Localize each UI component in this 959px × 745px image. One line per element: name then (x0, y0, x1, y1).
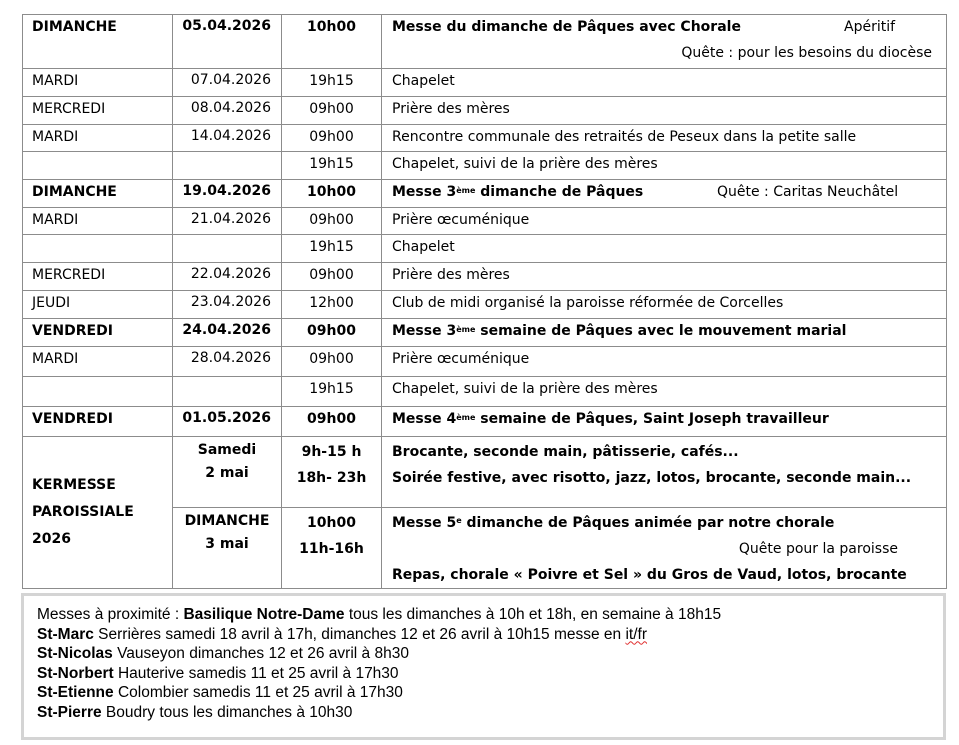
time-cell: 09h00 (282, 125, 382, 152)
time-cell: 09h00 (282, 407, 382, 437)
description-cell: Brocante, seconde main, pâtisserie, cafés... Soirée festive, avec risotto, jazz, lotos, brocante, seconde main... (382, 437, 947, 508)
day-cell (23, 235, 173, 263)
kermesse-saturday-row (23, 437, 947, 508)
time-cell: 19h15 (282, 235, 382, 263)
time-cell: 09h00 (282, 97, 382, 125)
day-cell: DIMANCHE (23, 180, 173, 208)
day-cell: MARDI (23, 69, 173, 97)
date-cell: 19.04.2026 (173, 180, 282, 208)
date-cell (173, 377, 282, 407)
date-cell: 21.04.2026 (173, 208, 282, 235)
time-cell: 09h00 (282, 263, 382, 291)
description-cell: Messe 4ème semaine de Pâques, Saint Joseph travailleur (382, 407, 947, 437)
date-cell (173, 235, 282, 263)
description-cell: Prière des mères (382, 97, 947, 125)
date-cell: 22.04.2026 (173, 263, 282, 291)
nearby-line: St-Norbert Hauterive samedis 11 et 25 avril à 17h30 (37, 664, 399, 682)
schedule-row (23, 347, 947, 377)
description-cell: Chapelet (382, 235, 947, 263)
nearby-line: St-Marc Serrières samedi 18 avril à 17h, dimanches 12 et 26 avril à 10h15 messe en it/fr (37, 625, 647, 643)
schedule-row (23, 69, 947, 97)
schedule-row (23, 125, 947, 152)
description-cell: Prière œcuménique (382, 208, 947, 235)
date-cell: 14.04.2026 (173, 125, 282, 152)
time-cell: 19h15 (282, 152, 382, 180)
collection-note: Quête pour la paroisse (738, 541, 898, 557)
schedule-row (23, 97, 947, 125)
description-cell: Messe 3ème semaine de Pâques avec le mouvement marial (382, 319, 947, 347)
time-cell: 19h15 (282, 377, 382, 407)
schedule-row (23, 377, 947, 407)
date-cell: 07.04.2026 (173, 69, 282, 97)
day-cell: JEUDI (23, 291, 173, 319)
description-cell (382, 15, 947, 69)
schedule-row (23, 407, 947, 437)
description-cell: Rencontre communale des retraités de Peseux dans la petite salle (382, 125, 947, 152)
schedule-row (23, 208, 947, 235)
event-extra: Apéritif (844, 19, 896, 35)
event-title: Messe 3ème dimanche de Pâques (392, 184, 644, 200)
date-cell (173, 152, 282, 180)
day-cell (23, 152, 173, 180)
spellcheck-flagged-word: it/fr (625, 625, 647, 643)
collection-note: Quête : pour les besoins du diocèse (681, 45, 932, 61)
time-cell: 09h00 (282, 319, 382, 347)
schedule-row (23, 15, 947, 69)
time-cell: 09h00 (282, 347, 382, 377)
nearby-line: St-Pierre Boudry tous les dimanches à 10h30 (37, 703, 353, 721)
description-cell: Chapelet (382, 69, 947, 97)
description-cell (382, 180, 947, 208)
day-cell: VENDREDI (23, 407, 173, 437)
schedule-row (23, 152, 947, 180)
time-cell: 9h-15 h 18h- 23h (282, 437, 382, 508)
schedule-row (23, 180, 947, 208)
description-cell: Club de midi organisé la paroisse réformée de Corcelles (382, 291, 947, 319)
nearby-masses-box (21, 593, 946, 740)
day-cell: MARDI (23, 125, 173, 152)
time-cell: 10h00 (282, 15, 382, 69)
date-cell: 24.04.2026 (173, 319, 282, 347)
date-cell: 01.05.2026 (173, 407, 282, 437)
event-title: Messe du dimanche de Pâques avec Chorale (392, 19, 741, 35)
nearby-line: Messes à proximité : Basilique Notre-Dame tous les dimanches à 10h et 18h, en semaine à 18h15 (37, 606, 722, 623)
schedule-table (22, 14, 947, 589)
kermesse-label: KERMESSE PAROISSIALE 2026 (23, 437, 173, 589)
schedule-row (23, 319, 947, 347)
day-cell (23, 377, 173, 407)
day-cell: VENDREDI (23, 319, 173, 347)
day-cell: MERCREDI (23, 263, 173, 291)
time-cell: 10h00 11h-16h (282, 508, 382, 589)
description-cell: Chapelet, suivi de la prière des mères (382, 152, 947, 180)
time-cell: 09h00 (282, 208, 382, 235)
day-cell: DIMANCHE (23, 15, 173, 69)
time-cell: 12h00 (282, 291, 382, 319)
nearby-line: St-Nicolas Vauseyon dimanches 12 et 26 avril à 8h30 (37, 645, 409, 663)
time-cell: 19h15 (282, 69, 382, 97)
time-cell: 10h00 (282, 180, 382, 208)
day-cell: MARDI (23, 208, 173, 235)
nearby-line: St-Etienne Colombier samedis 11 et 25 avril à 17h30 (37, 684, 403, 702)
date-cell: 05.04.2026 (173, 15, 282, 69)
schedule-row (23, 235, 947, 263)
day-cell: Samedi 2 mai (173, 437, 282, 508)
schedule-row (23, 291, 947, 319)
collection-note: Quête : Caritas Neuchâtel (717, 184, 899, 200)
description-cell: Messe 5e dimanche de Pâques animée par notre chorale Quête pour la paroisse Repas, chorale « Poivre et Sel » du Gros de Vaud, lotos, brocante (382, 508, 947, 589)
day-cell: DIMANCHE 3 mai (173, 508, 282, 589)
schedule-row (23, 263, 947, 291)
day-cell: MERCREDI (23, 97, 173, 125)
date-cell: 23.04.2026 (173, 291, 282, 319)
day-cell: MARDI (23, 347, 173, 377)
description-cell: Chapelet, suivi de la prière des mères (382, 377, 947, 407)
date-cell: 08.04.2026 (173, 97, 282, 125)
description-cell: Prière des mères (382, 263, 947, 291)
description-cell: Prière œcuménique (382, 347, 947, 377)
date-cell: 28.04.2026 (173, 347, 282, 377)
